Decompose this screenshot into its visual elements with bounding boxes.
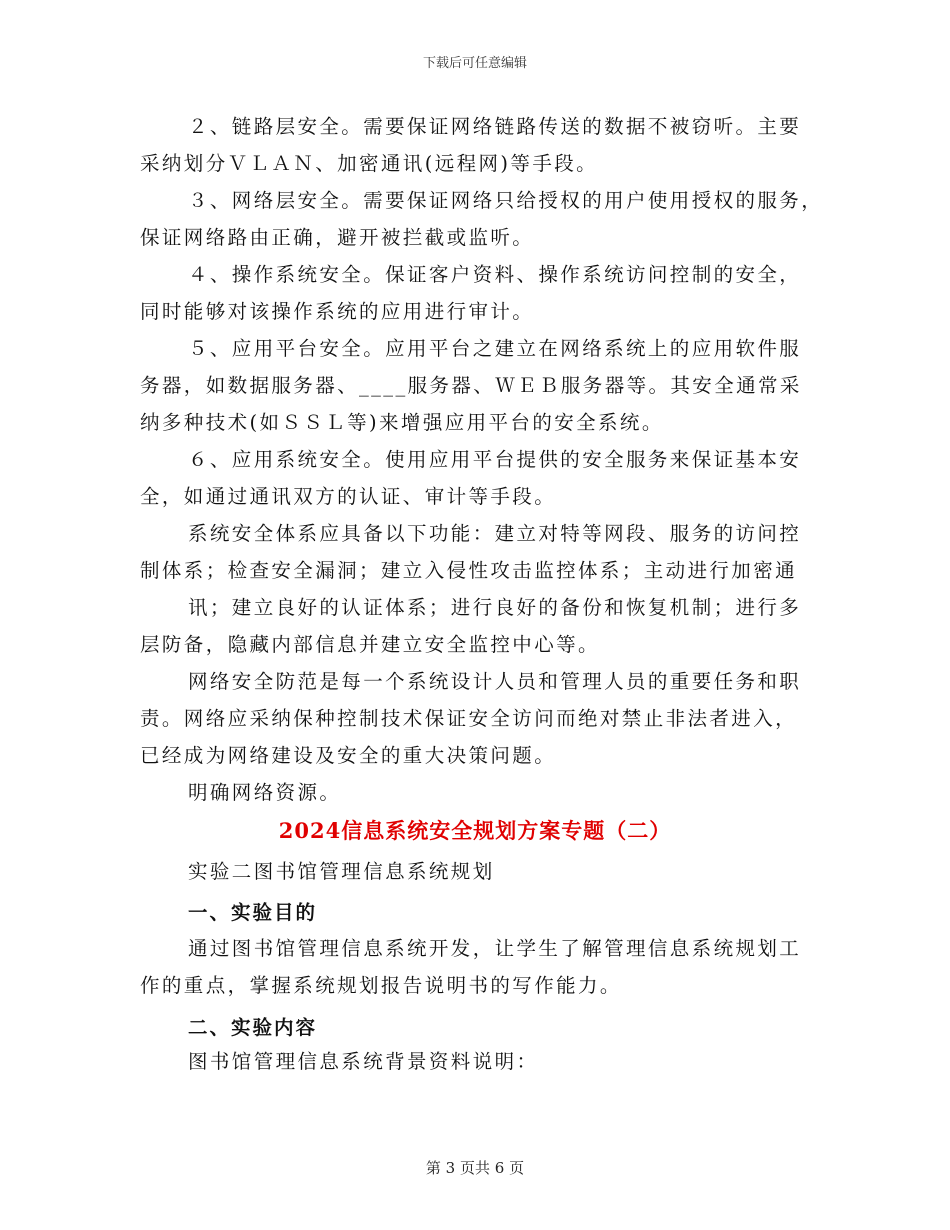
- page-footer: 第 3 页共 6 页: [425, 1159, 525, 1177]
- paragraph-line: 系统安全体系应具备以下功能：建立对特等网段、服务的访问控: [188, 522, 802, 545]
- paragraph-line: 制体系；检查安全漏洞；建立入侵性攻击监控体系；主动进行加密通: [140, 559, 798, 582]
- paragraph-line: 明确网络资源。: [188, 781, 342, 804]
- section-title: 2024信息系统安全规划方案专题（二）: [278, 818, 672, 843]
- paragraph-line: 纳多种技术(如ＳＳＬ等)来增强应用平台的安全系统。: [140, 411, 664, 434]
- paragraph-line: 图书馆管理信息系统背景资料说明：: [188, 1050, 539, 1073]
- paragraph-line: 层防备，隐藏内部信息并建立安全监控中心等。: [140, 633, 600, 656]
- page-header: 下载后可任意编辑: [422, 56, 527, 71]
- paragraph-line: ５、应用平台安全。应用平台之建立在网络系统上的应用软件服: [188, 337, 802, 360]
- paragraph-security-functions: [140, 515, 820, 663]
- paragraph-line: ４、操作系统安全。保证客户资料、操作系统访问控制的安全，: [188, 263, 802, 286]
- paragraph-line: 全，如通过通讯双方的认证、审计等手段。: [140, 485, 557, 508]
- heading-purpose: 一、实验目的: [188, 901, 318, 924]
- paragraph-app-platform: [140, 330, 820, 441]
- paragraph-line: 务器，如数据服务器、____服务器、ＷＥＢ服务器等。其安全通常采: [140, 374, 802, 397]
- paragraph-os: [140, 256, 820, 330]
- paragraph-content-intro: [140, 1043, 820, 1080]
- paragraph-resources: [140, 774, 820, 811]
- paragraph-network-layer: [140, 182, 824, 256]
- paragraph-line: 同时能够对该操作系统的应用进行审计。: [140, 300, 535, 323]
- paragraph-line: 采纳划分ＶＬＡＮ、加密通讯(远程网)等手段。: [140, 152, 599, 175]
- paragraph-line: 已经成为网络建设及安全的重大决策问题。: [140, 744, 557, 767]
- paragraph-app-system: [140, 441, 820, 515]
- subtitle: [140, 853, 820, 890]
- paragraph-line: 通过图书馆管理信息系统开发，让学生了解管理信息系统规划工: [188, 937, 802, 960]
- paragraph-line: ６、应用系统安全。使用应用平台提供的安全服务来保证基本安: [188, 448, 802, 471]
- paragraph-line: 责。网络应采纳保种控制技术保证安全访问而绝对禁止非法者进入，: [140, 707, 798, 730]
- heading-content: 二、实验内容: [188, 1016, 318, 1039]
- paragraph-line: 保证网络路由正确，避开被拦截或监听。: [140, 226, 535, 249]
- paragraph-line: ２、链路层安全。需要保证网络链路传送的数据不被窃听。主要: [188, 115, 802, 138]
- paragraph-security-duty: [140, 663, 820, 774]
- paragraph-link-layer: [140, 108, 820, 182]
- paragraph-line: 网络安全防范是每一个系统设计人员和管理人员的重要任务和职: [188, 670, 802, 693]
- paragraph-line: 讯；建立良好的认证体系；进行良好的备份和恢复机制；进行多: [188, 596, 802, 619]
- paragraph-line: ３、网络层安全。需要保证网络只给授权的用户使用授权的服务，: [188, 189, 824, 212]
- paragraph-purpose: [140, 930, 820, 1004]
- paragraph-line: 作的重点，掌握系统规划报告说明书的写作能力。: [140, 974, 622, 997]
- subtitle-line: 实验二图书馆管理信息系统规划: [188, 860, 495, 883]
